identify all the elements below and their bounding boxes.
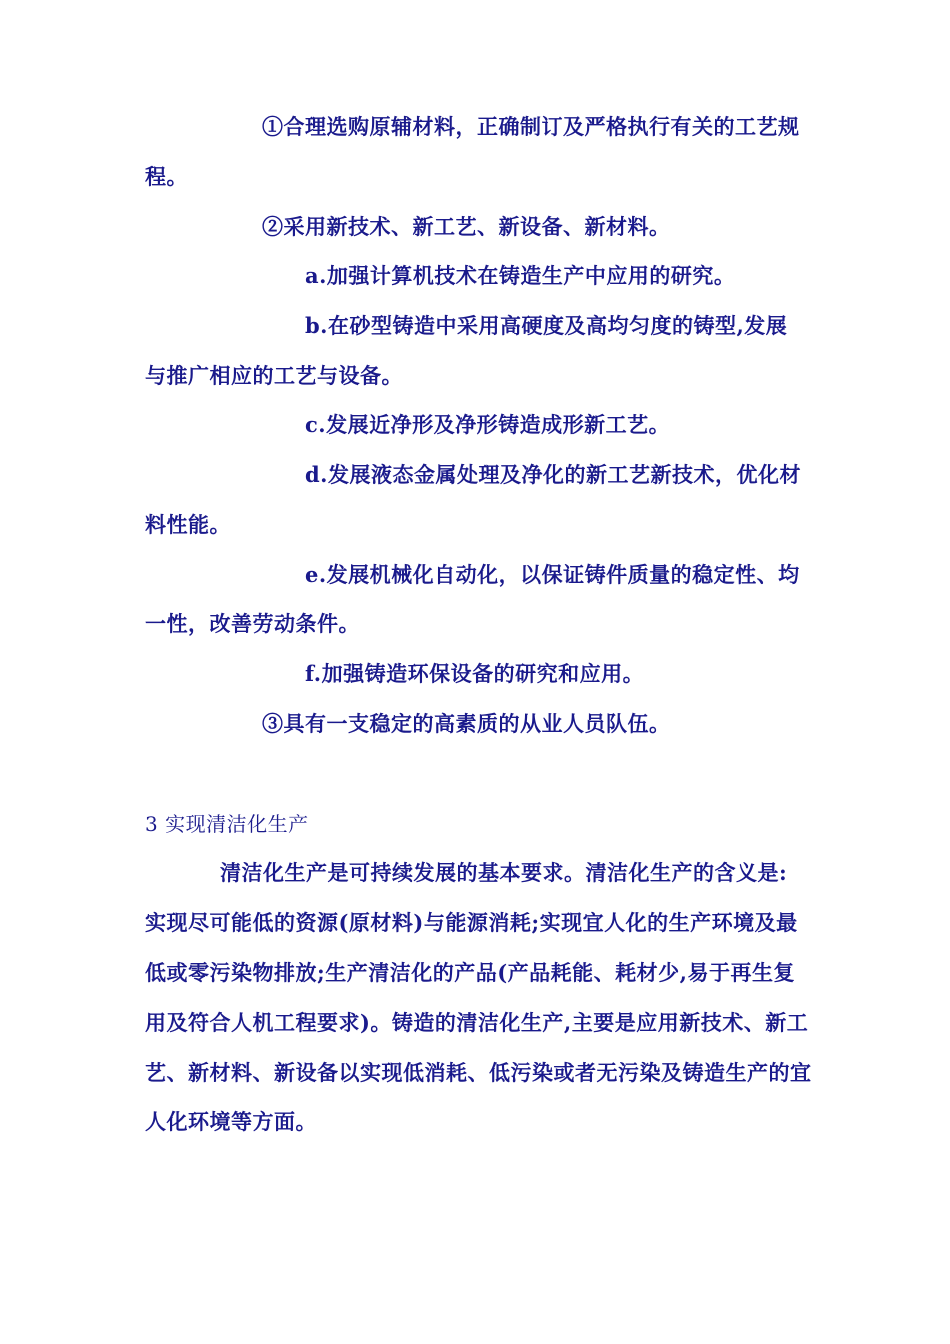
text-line: 清洁化生产是可持续发展的基本要求。清洁化生产的含义是: bbox=[220, 860, 788, 885]
text-line: ②采用新技术、新工艺、新设备、新材料。 bbox=[262, 214, 671, 239]
text-line: ③具有一支稳定的高素质的从业人员队伍。 bbox=[262, 711, 671, 736]
text-line: 料性能。 bbox=[145, 512, 231, 537]
text-line: a.加强计算机技术在铸造生产中应用的研究。 bbox=[305, 263, 736, 288]
section-heading: 3 实现清洁化生产 bbox=[145, 812, 309, 836]
text-line: e.发展机械化自动化，以保证铸件质量的稳定性、均 bbox=[305, 562, 800, 587]
text-line: 与推广相应的工艺与设备。 bbox=[145, 363, 403, 388]
text-line: f.加强铸造环保设备的研究和应用。 bbox=[305, 661, 645, 686]
text-line: 一性，改善劳动条件。 bbox=[145, 611, 360, 636]
text-line: 用及符合人机工程要求)。铸造的清洁化生产,主要是应用新技术、新工 bbox=[145, 1010, 809, 1035]
text-line: 艺、新材料、新设备以实现低消耗、低污染或者无污染及铸造生产的宜 bbox=[145, 1060, 812, 1085]
text-line: 程。 bbox=[145, 164, 188, 189]
text-line: d.发展液态金属处理及净化的新工艺新技术，优化材 bbox=[305, 462, 801, 487]
text-line: ①合理选购原辅材料，正确制订及严格执行有关的工艺规 bbox=[262, 114, 800, 139]
text-line: 实现尽可能低的资源(原材料)与能源消耗;实现宜人化的生产环境及最 bbox=[145, 910, 798, 935]
text-line: c.发展近净形及净形铸造成形新工艺。 bbox=[305, 412, 671, 437]
text-line: 低或零污染物排放;生产清洁化的产品(产品耗能、耗材少,易于再生复 bbox=[145, 960, 795, 985]
text-line: b.在砂型铸造中采用高硬度及高均匀度的铸型,发展 bbox=[305, 313, 788, 338]
text-line: 人化环境等方面。 bbox=[145, 1109, 317, 1134]
